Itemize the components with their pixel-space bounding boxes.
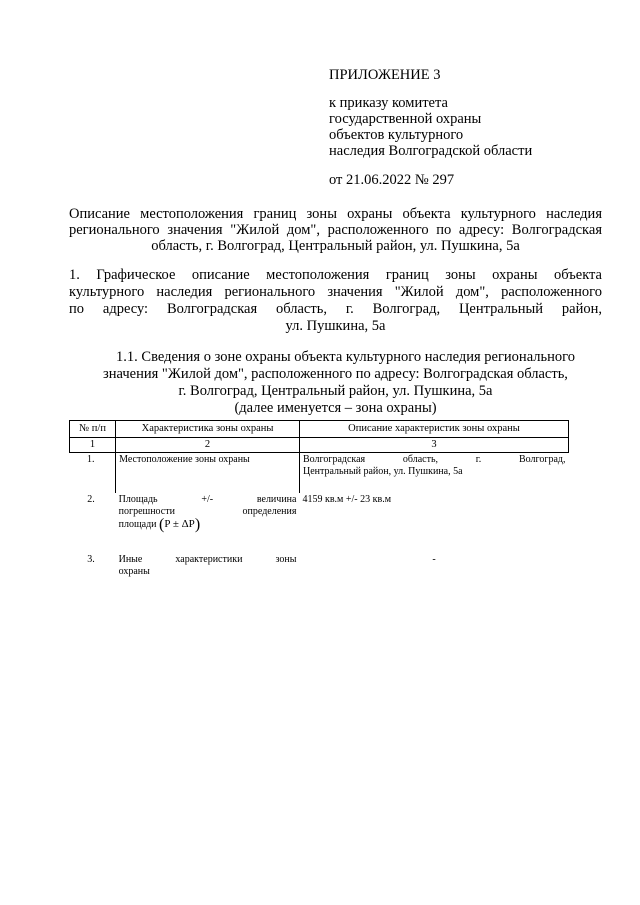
row-description xyxy=(299,453,568,494)
column-number: 1 xyxy=(70,438,116,453)
section-1-line: по адресу: Волгоградская область, г. Волгоград, Центральный район, xyxy=(69,301,602,317)
section-1-line: культурного наследия регионального значения "Жилой дом", расположенного xyxy=(69,284,602,300)
order-line: наследия Волгоградской области xyxy=(329,143,533,159)
characteristic-line: охраны xyxy=(118,566,150,577)
characteristic-line: погрешности определения xyxy=(118,506,297,517)
row-description: 4159 кв.м +/- 23 кв.м xyxy=(302,494,392,505)
title-line: регионального значения "Жилой дом", расположенного по адресу: Волгоградская xyxy=(69,222,602,238)
column-number: 3 xyxy=(299,438,568,453)
header-num: № п/п xyxy=(70,421,116,438)
table-row xyxy=(70,553,569,585)
header-description: Описание характеристик зоны охраны xyxy=(299,421,568,438)
characteristic-line: Площадь +/- величина xyxy=(118,494,297,505)
section-1-line: ул. Пушкина, 5а xyxy=(285,318,386,334)
title-line: область, г. Волгоград, Центральный район, ул. Пушкина, 5а xyxy=(151,238,520,254)
table-header-row xyxy=(70,421,569,438)
document-title xyxy=(69,206,602,254)
row-characteristic xyxy=(116,493,300,553)
order-line: объектов культурного xyxy=(329,127,464,143)
description-line: Центральный район, ул. Пушкина, 5а xyxy=(302,466,463,477)
section-1-1-line: (далее именуется – зона охраны) xyxy=(234,400,437,416)
column-numbers-row xyxy=(70,438,569,453)
appendix-block xyxy=(329,67,532,188)
description-dash: - xyxy=(432,554,436,565)
table-row xyxy=(70,453,569,494)
area-formula: (P ± ΔP) xyxy=(159,516,201,533)
header-characteristic: Характеристика зоны охраны xyxy=(116,421,300,438)
formula-text: P ± ΔP xyxy=(164,518,195,530)
row-description xyxy=(299,553,568,585)
order-line: государственной охраны xyxy=(329,111,482,127)
characteristic-line-with-formula xyxy=(119,518,297,531)
section-1-heading xyxy=(69,267,602,335)
appendix-heading: ПРИЛОЖЕНИЕ 3 xyxy=(329,67,441,83)
order-date: от 21.06.2022 № 297 xyxy=(329,172,455,188)
row-characteristic: Местоположение зоны охраны xyxy=(116,453,300,494)
order-line: к приказу комитета xyxy=(329,95,448,111)
characteristic-line: площади xyxy=(118,519,157,530)
zone-table xyxy=(69,420,569,585)
description-line: Волгоградская область, г. Волгоград, xyxy=(302,454,566,465)
row-characteristic xyxy=(116,553,300,585)
row-number: 3. xyxy=(87,554,95,565)
column-number: 2 xyxy=(116,438,300,453)
row-number: 2. xyxy=(87,494,95,505)
section-1-1-line: 1.1. Сведения о зоне охраны объекта культурного наследия регионального xyxy=(116,349,575,365)
section-1-1-line: значения "Жилой дом", расположенного по адресу: Волгоградская область, xyxy=(103,366,568,382)
table-row xyxy=(70,493,569,553)
section-1-line: 1. Графическое описание местоположения границ зоны охраны объекта xyxy=(69,267,602,283)
title-line: Описание местоположения границ зоны охраны объекта культурного наследия xyxy=(69,206,602,222)
row-number: 1. xyxy=(70,453,116,494)
characteristic-line: Иные характеристики зоны xyxy=(118,554,297,565)
section-1-1-line: г. Волгоград, Центральный район, ул. Пушкина, 5а xyxy=(178,383,493,399)
section-1-1-heading xyxy=(69,349,602,417)
